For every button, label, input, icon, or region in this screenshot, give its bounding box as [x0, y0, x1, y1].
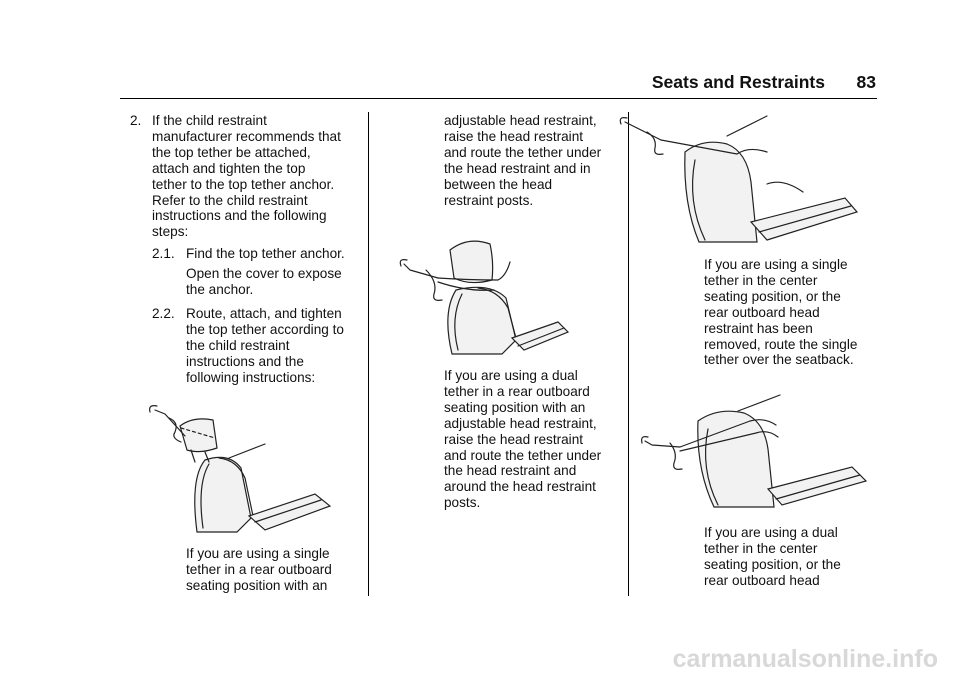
substep-2-2-text: Route, attach, and tighten the top tether according to the child restraint instructions and the following instructions: [186, 306, 344, 385]
single-tether-center-illustration [617, 112, 872, 244]
substep-2-1-number: 2.1. [152, 246, 175, 261]
watermark: carmanualsonline.info [672, 645, 938, 673]
dual-tether-outboard-illustration [398, 222, 570, 357]
single-tether-outboard-illustration [145, 398, 340, 533]
substep-2-1-text: Find the top tether anchor. [186, 246, 345, 261]
illustration-4-caption: If you are using a dual tether in the center seating position, or the rear outboard head [704, 525, 841, 588]
header-rule [120, 98, 877, 99]
substep-2-2-number: 2.2. [152, 306, 175, 321]
column-2-continued-text: adjustable head restraint, raise the head restraint and route the tether under the head restraint and in between the head restraint posts. [444, 113, 602, 208]
substep-2-1-note: Open the cover to expose the anchor. [186, 266, 342, 297]
column-divider-left [368, 112, 369, 596]
illustration-1-caption: If you are using a single tether in a rear outboard seating position with an [186, 546, 332, 593]
step-2-number: 2. [130, 113, 142, 128]
dual-tether-center-illustration [640, 393, 872, 509]
illustration-2-caption: If you are using a dual tether in a rear outboard seating position with an adjustable head restraint, raise the head restraint and route the tether under the head restraint and around the head restraint posts. [444, 368, 602, 511]
illustration-3-caption: If you are using a single tether in the center seating position, or the rear outboard head restraint has been removed, route the single tether over the seatback. [704, 257, 858, 368]
section-title: Seats and Restraints [651, 72, 825, 92]
step-2-text: If the child restraint manufacturer recommends that the top tether be attached, attach and tighten the top tether to the top tether anchor. Refer to the child restraint instructions and the following steps: [152, 113, 341, 240]
page-number: 83 [856, 72, 876, 92]
